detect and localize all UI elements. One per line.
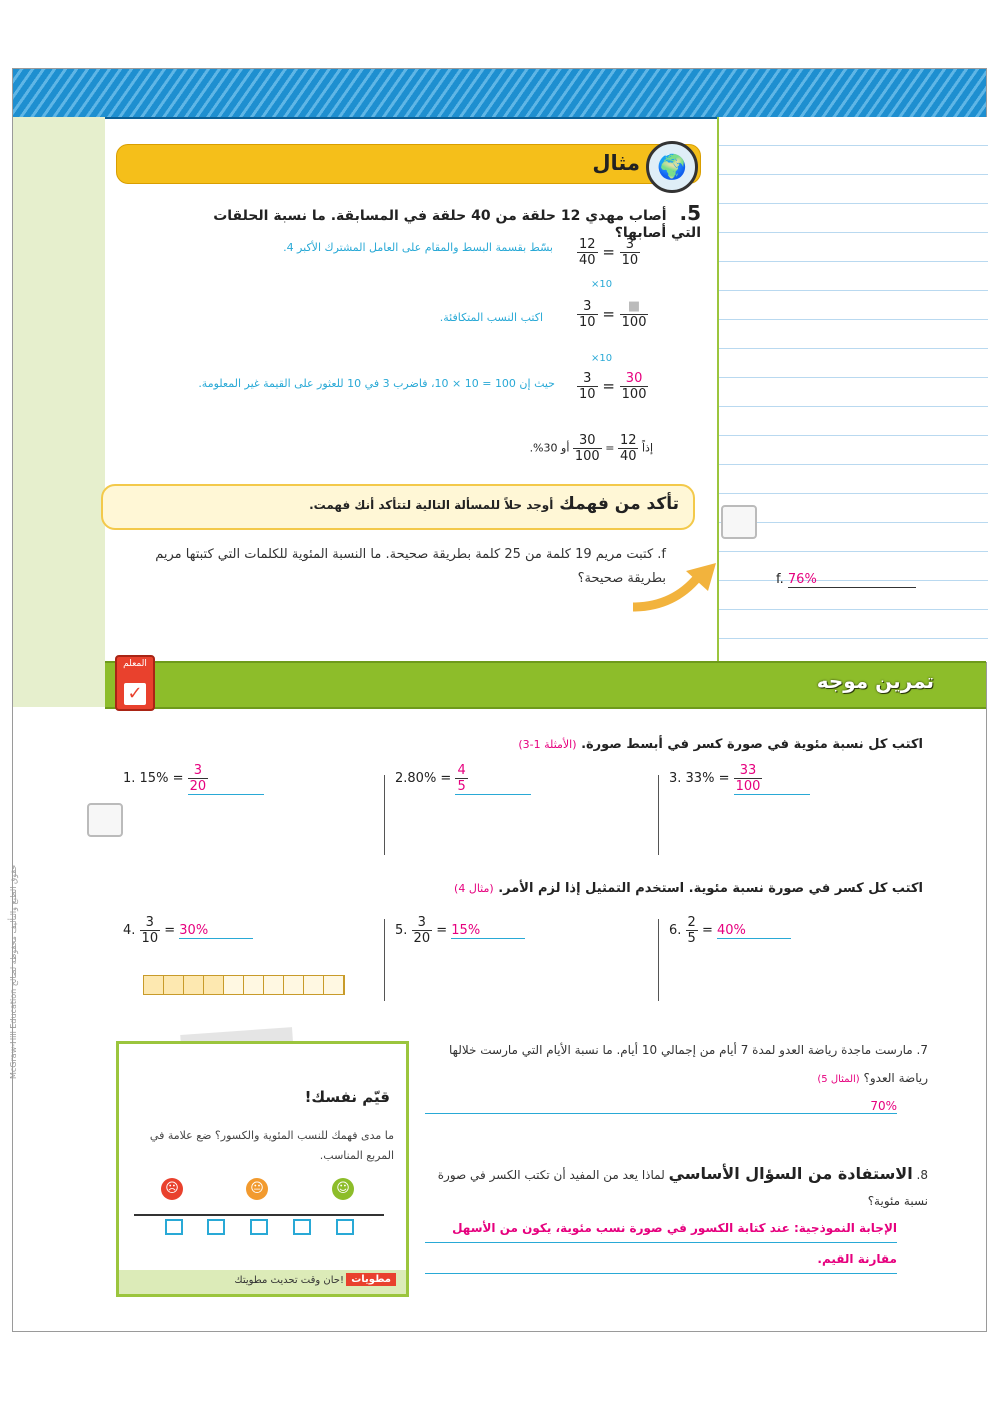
step2-note: اكتب النسب المتكافئة. <box>439 311 543 324</box>
foldables-text: حان وقت تحديث مطويتك! <box>234 1275 344 1286</box>
answer-f: f. 76% <box>776 572 916 588</box>
question-5 <box>183 201 701 241</box>
percent-grid-model <box>143 975 345 995</box>
q5-number: 5. <box>679 201 701 225</box>
sad-face-icon: ☹ <box>161 1178 183 1200</box>
instruction-2: اكتب كل كسر في صورة نسبة مئوية. استخدم التمثيل إذا لزم الأمر. (مثال 4) <box>454 881 923 896</box>
left-margin-band <box>13 117 105 707</box>
guided-practice-banner <box>105 661 986 709</box>
example-title: مثال <box>592 151 640 175</box>
neutral-face-icon: 😐 <box>246 1178 268 1200</box>
q8-answer[interactable]: الإجابة النموذجية: عند كتابة الكسور في صورة نسب مئوية، يكون من الأسهل مقارنة القيم. <box>452 1221 897 1266</box>
header-stripe <box>13 69 986 119</box>
self-check-card <box>116 1041 409 1297</box>
workbook-page <box>9 68 987 1332</box>
foldable-icon <box>721 505 757 539</box>
instruction-1: اكتب كل نسبة مئوية في صورة كسر في أبسط صورة. (الأمثلة 1-3) <box>518 737 923 752</box>
item-1: 1. 15% = $\frac{3}{20}$ <box>123 763 264 795</box>
item-2: 2.80% = $\frac{4}{5}$ <box>395 763 531 795</box>
example-banner <box>116 144 701 184</box>
checkmark-icon: ✓ <box>124 683 146 705</box>
check-title: تأكد من فهمك أوجد حلاً للمسألة التالية لتتأكد أنك فهمت. <box>309 494 679 514</box>
question-7: 7. مارست ماجدة رياضة العدو لمدة 7 أيام من إجمالي 10 أيام. ما نسبة الأيام التي مارست خلالها رياضة العدو؟ (المثال 5) <box>449 1043 928 1085</box>
curved-arrow-icon <box>628 559 723 614</box>
rating-line <box>134 1214 384 1216</box>
question-f: f. كتبت مريم 19 كلمة من 25 كلمة بطريقة صحيحة. ما النسبة المئوية للكلمات التي كتبتها مريم بطريقة صحيحة؟ <box>155 547 666 586</box>
step1-note: بسّط بقسمة البسط والمقام على العامل المشترك الأكبر 4. <box>283 241 553 254</box>
item-4: 4. $\frac{3}{10}$ = 30% <box>123 915 253 946</box>
step2-equation: $\frac{3}{10}$ = ■ 100 <box>579 299 647 330</box>
rating-box-2[interactable] <box>207 1219 225 1235</box>
check-understanding-box <box>101 484 695 530</box>
rating-box-1[interactable] <box>165 1219 183 1235</box>
rating-box-3[interactable] <box>250 1219 268 1235</box>
item-3: 3. 33% = $\frac{33}{100}$ <box>669 763 810 795</box>
step3-note: حيث إن 100 = 10 × 10، فاضرب 3 في 10 للعثور على القيمة غير المعلومة. <box>198 377 555 390</box>
self-check-text: ما مدى فهمك للنسب المئوية والكسور؟ ضع علامة في المربع المناسب. <box>149 1129 394 1162</box>
conclusion: إذاً $\frac{12}{40}$ = $\frac{30}{100}$ أو 30%. <box>529 433 653 464</box>
answer-f-value: 76% <box>788 572 916 588</box>
q5-text: أصاب مهدي 12 حلقة من 40 حلقة في المسابقة. ما نسبة الحلقات التي أصابها؟ <box>213 208 701 241</box>
question-8: 8. الاستفادة من السؤال الأساسي لماذا يعد من المفيد أن تكتب الكسر في صورة نسبة مئوية؟ <box>437 1164 928 1208</box>
side-credit: McGraw-Hill Education حقوق الطبع والتأليف محفوظة لصالح <box>9 864 18 1079</box>
times10-bottom: ×10 <box>591 353 613 364</box>
globe-icon: 🌍 <box>646 141 698 193</box>
q7-answer-line[interactable]: 70% <box>425 1099 897 1114</box>
self-check-title: قيّم نفسك! <box>304 1088 390 1106</box>
times10-top: ×10 <box>591 279 613 290</box>
foldables-footer <box>119 1270 406 1294</box>
foldables-tag: مطويات <box>346 1273 396 1286</box>
rating-box-5[interactable] <box>336 1219 354 1235</box>
item-6: 6. $\frac{2}{5}$ = 40% <box>669 915 791 946</box>
tutor-badge[interactable]: المعلم ✓ <box>115 655 155 711</box>
step3-equation: $\frac{3}{10}$ = $\frac{30}{100}$ <box>579 371 647 402</box>
happy-face-icon: ☺ <box>332 1178 354 1200</box>
rating-box-4[interactable] <box>293 1219 311 1235</box>
q8-heading: الاستفادة من السؤال الأساسي <box>668 1164 913 1183</box>
item-5: 5. $\frac{3}{20}$ = 15% <box>395 915 525 946</box>
guided-title: تمرين موجه <box>816 669 934 693</box>
step1-equation: $\frac{12}{40}$ = $\frac{3}{10}$ <box>579 237 639 268</box>
foldable-icon-2 <box>87 803 123 837</box>
